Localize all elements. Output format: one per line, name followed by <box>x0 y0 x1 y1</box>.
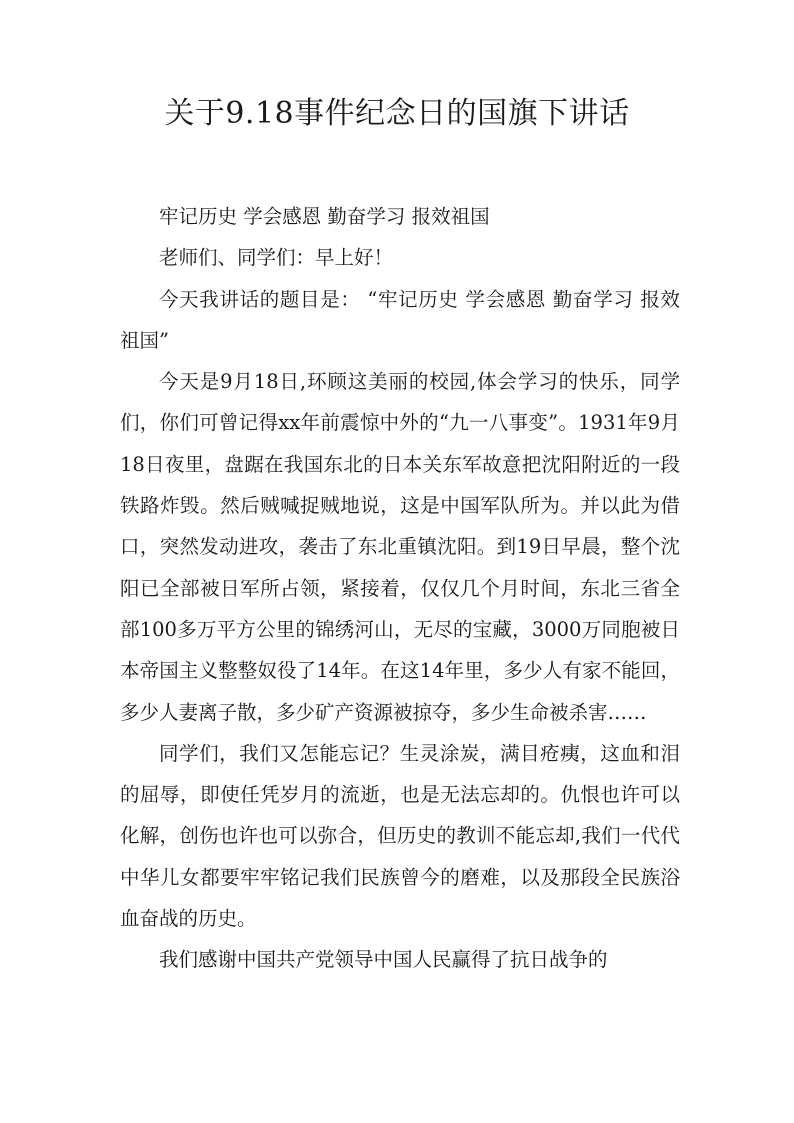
paragraph-theme: 牢记历史 学会感恩 勤奋学习 报效祖国 <box>159 205 490 228</box>
paragraph-gratitude: 我们感谢中国共产党领导中国人民赢得了抗日战争的 <box>159 948 608 972</box>
paragraph-greeting: 老师们、同学们：早上好！ <box>159 246 394 270</box>
paragraph-history: 今天是9月18日,环顾这美丽的校园,体会学习的快乐，同学们，你们可曾记得xx年前震惊中外的“九一八事变”。1931年9月18日夜里，盘踞在我国东北的日本关东军故意把沈阳附近的一段铁路炸毁。然后贼喊捉贼地说，这是中国军队所为。并以此为借口，突然发动进攻，袭击了东北重镇沈阳。到19日早晨，整个沈阳已全部被日军所占领，紧接着，仅仅几个月时间，东北三省全部100多万平方公里的锦绣河山，无尽的宝藏，3000万同胞被日本帝国主义整整奴役了14年。在这14年里，多少人有家不能回，多少人妻离子散，多少矿产资源被掠夺，多少生命被杀害…… <box>120 370 680 724</box>
paragraph-topic: 今天我讲话的题目是： “牢记历史 学会感恩 勤奋学习 报效祖国” <box>120 287 680 352</box>
document-title: 关于9.18事件纪念日的国旗下讲话 <box>164 96 630 131</box>
document-body <box>120 196 680 981</box>
paragraph-remember: 同学们，我们又怎能忘记？生灵涂炭，满目疮痍，这血和泪的屈辱，即使任凭岁月的流逝，也是无法忘却的。仇恨也许可以化解，创伤也许也可以弥合，但历史的教训不能忘却,我们一代代中华儿女都要牢牢铭记我们民族曾今的磨难，以及那段全民族浴血奋战的历史。 <box>120 741 680 931</box>
